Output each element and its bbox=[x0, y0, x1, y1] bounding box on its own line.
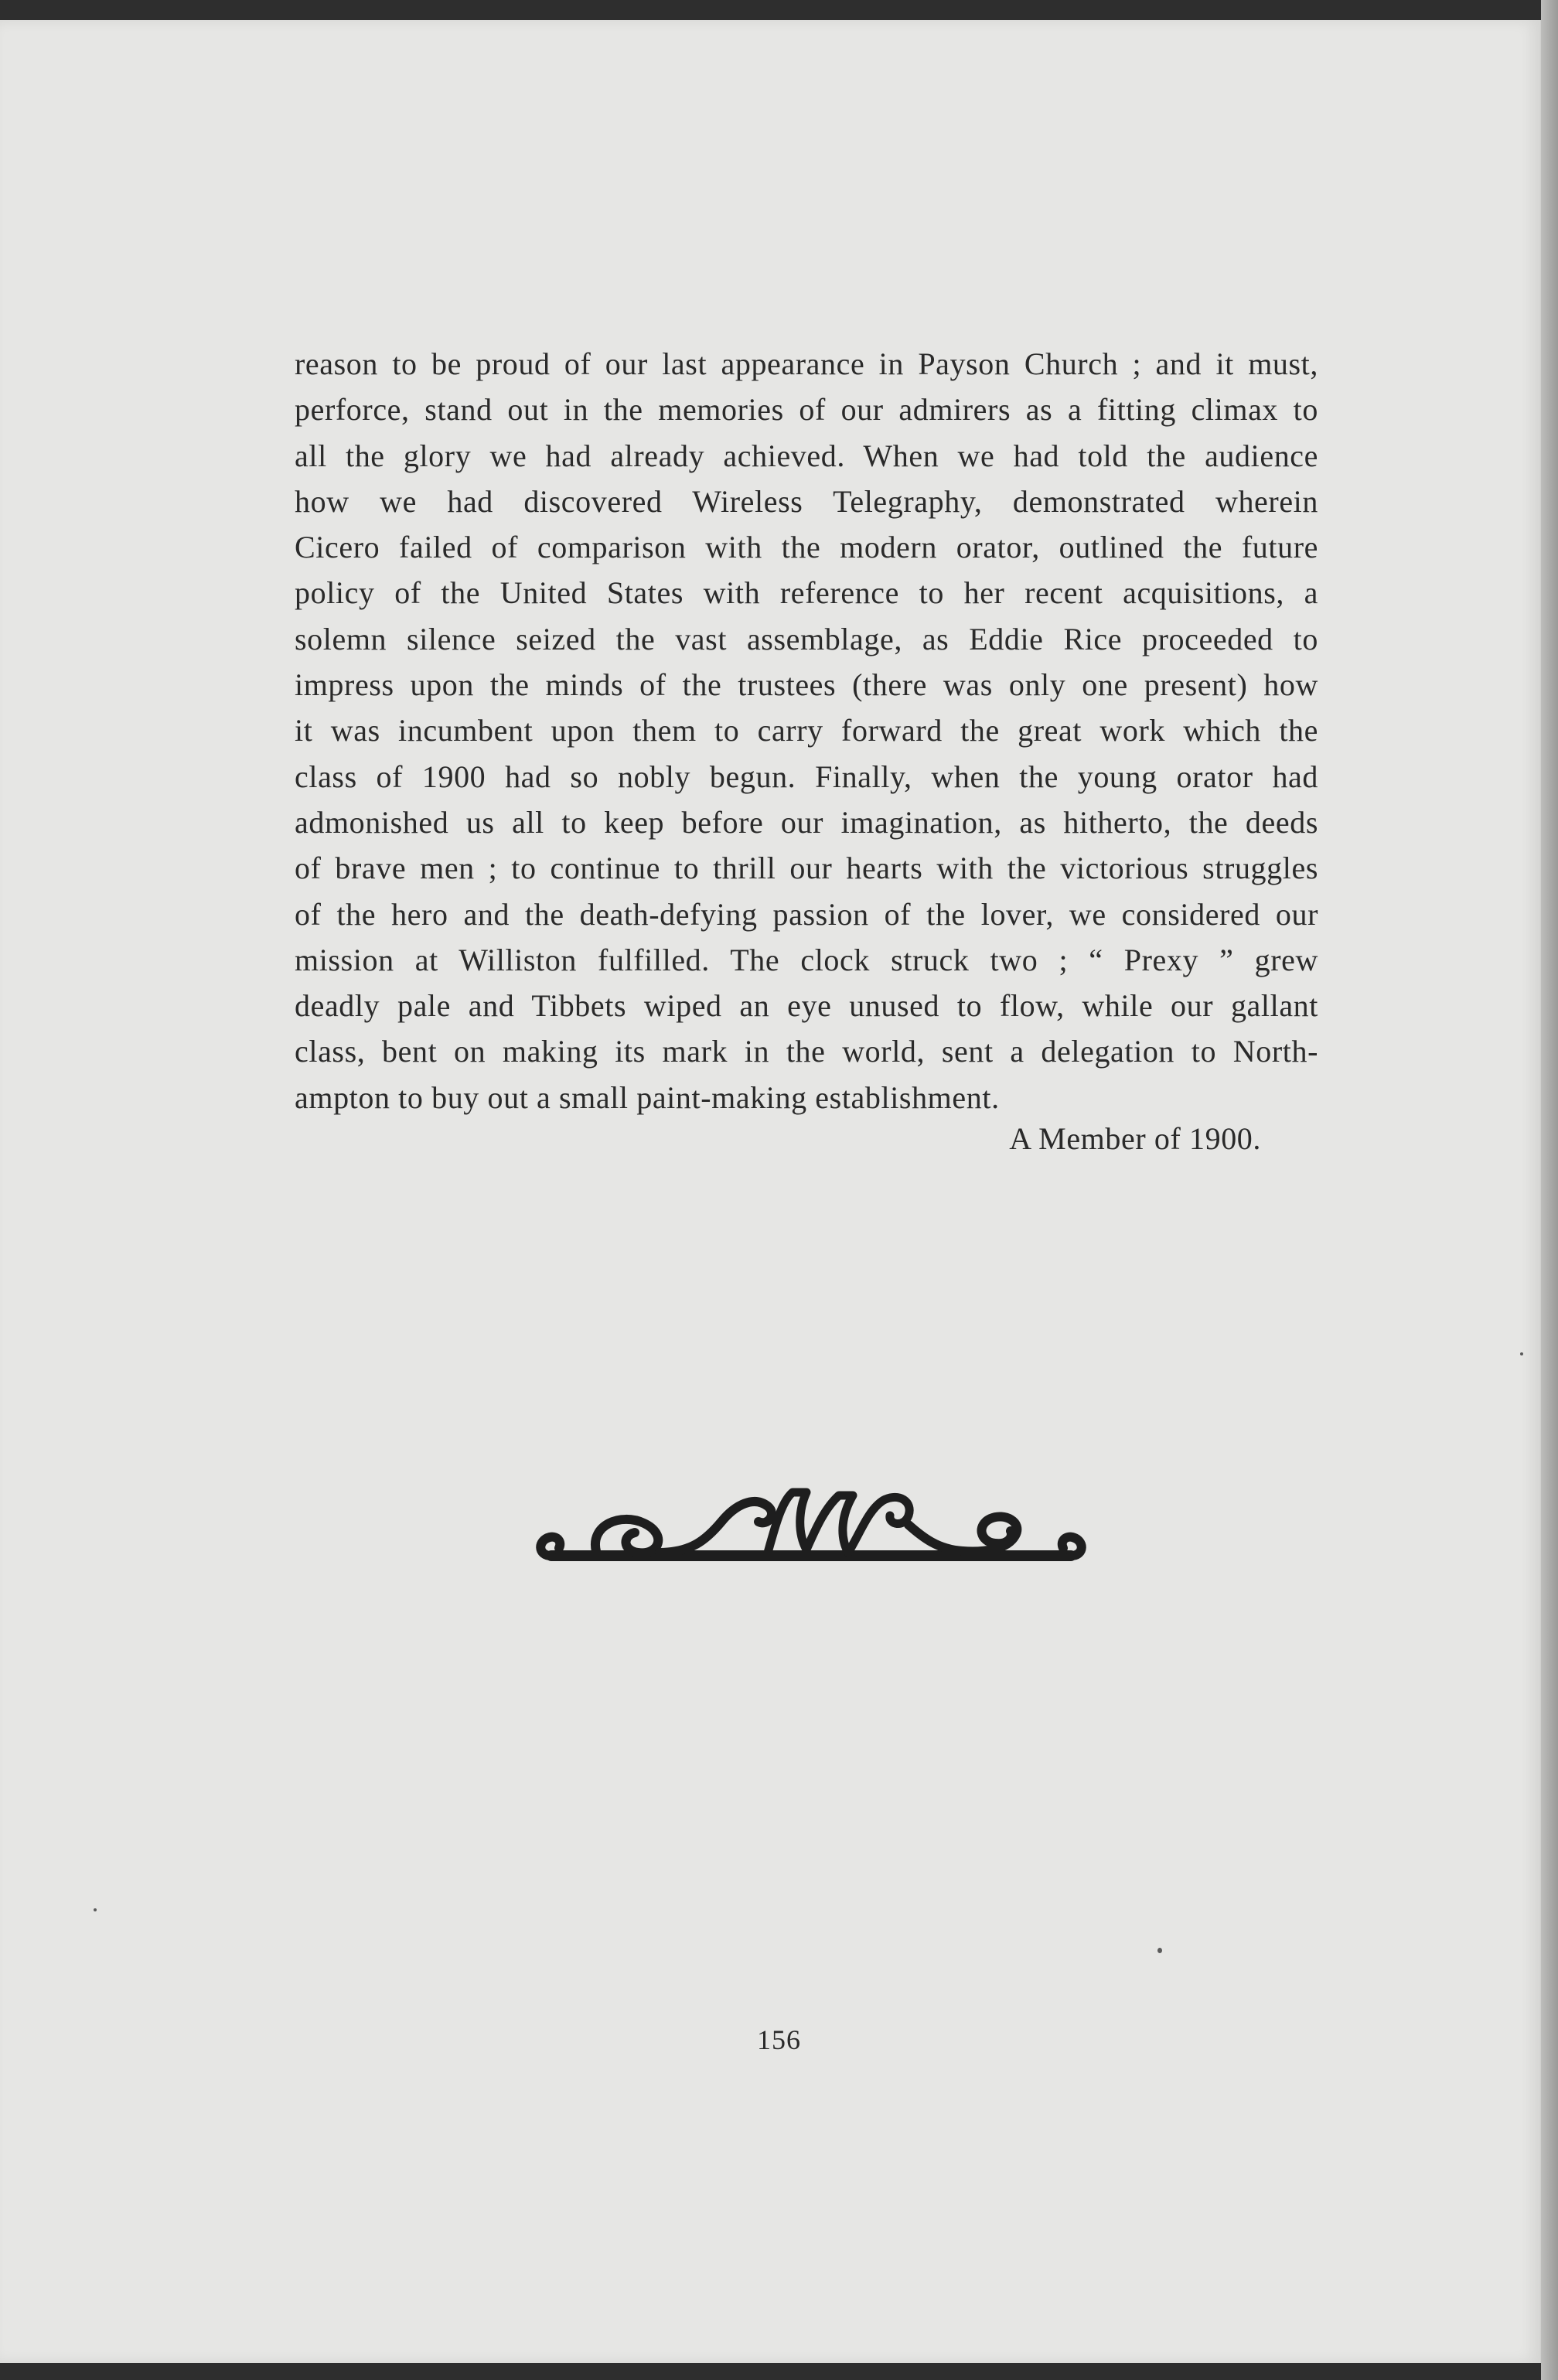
article-body bbox=[295, 341, 1318, 1120]
text-line: of brave men ; to continue to thrill our hearts with the victorious struggles bbox=[295, 851, 1318, 886]
decorative-ornament bbox=[536, 1478, 1086, 1571]
paper-speck bbox=[1520, 1352, 1523, 1355]
text-line: perforce, stand out in the memories of our admirers as a fitting climax to bbox=[295, 392, 1318, 428]
text-line: policy of the United States with reference to her recent acquisitions, a bbox=[295, 575, 1318, 611]
text-line: ampton to buy out a small paint-making establishment. bbox=[295, 1079, 1000, 1115]
text-line: reason to be proud of our last appearance in Payson Church ; and it must, bbox=[295, 346, 1318, 381]
text-line: solemn silence seized the vast assemblage, as Eddie Rice proceeded to bbox=[295, 621, 1318, 656]
text-line: all the glory we had already achieved. When we had told the audience bbox=[295, 438, 1318, 473]
text-line: Cicero failed of comparison with the modern orator, outlined the future bbox=[295, 530, 1318, 565]
text-line: of the hero and the death-defying passion of the lover, we considered our bbox=[295, 896, 1318, 932]
paper-speck bbox=[1157, 1948, 1162, 1953]
text-line: it was incumbent upon them to carry forward the great work which the bbox=[295, 713, 1318, 748]
text-line: class of 1900 had so nobly begun. Finally, when the young orator had bbox=[295, 759, 1318, 794]
text-line: mission at Williston fulfilled. The clock struck two ; “ Prexy ” grew bbox=[295, 942, 1318, 977]
signature: A Member of 1900. bbox=[1009, 1121, 1261, 1156]
text-line: deadly pale and Tibbets wiped an eye unused to flow, while our gallant bbox=[295, 988, 1318, 1024]
text-line: how we had discovered Wireless Telegraphy, demonstrated wherein bbox=[295, 483, 1318, 519]
text-line: impress upon the minds of the trustees (there was only one present) how bbox=[295, 667, 1318, 703]
text-line: class, bent on making its mark in the world, sent a delegation to North- bbox=[295, 1034, 1318, 1069]
page-number: 156 bbox=[757, 2024, 801, 2055]
text-line: admonished us all to keep before our imagination, as hitherto, the deeds bbox=[295, 804, 1318, 840]
paper-speck bbox=[94, 1908, 97, 1911]
